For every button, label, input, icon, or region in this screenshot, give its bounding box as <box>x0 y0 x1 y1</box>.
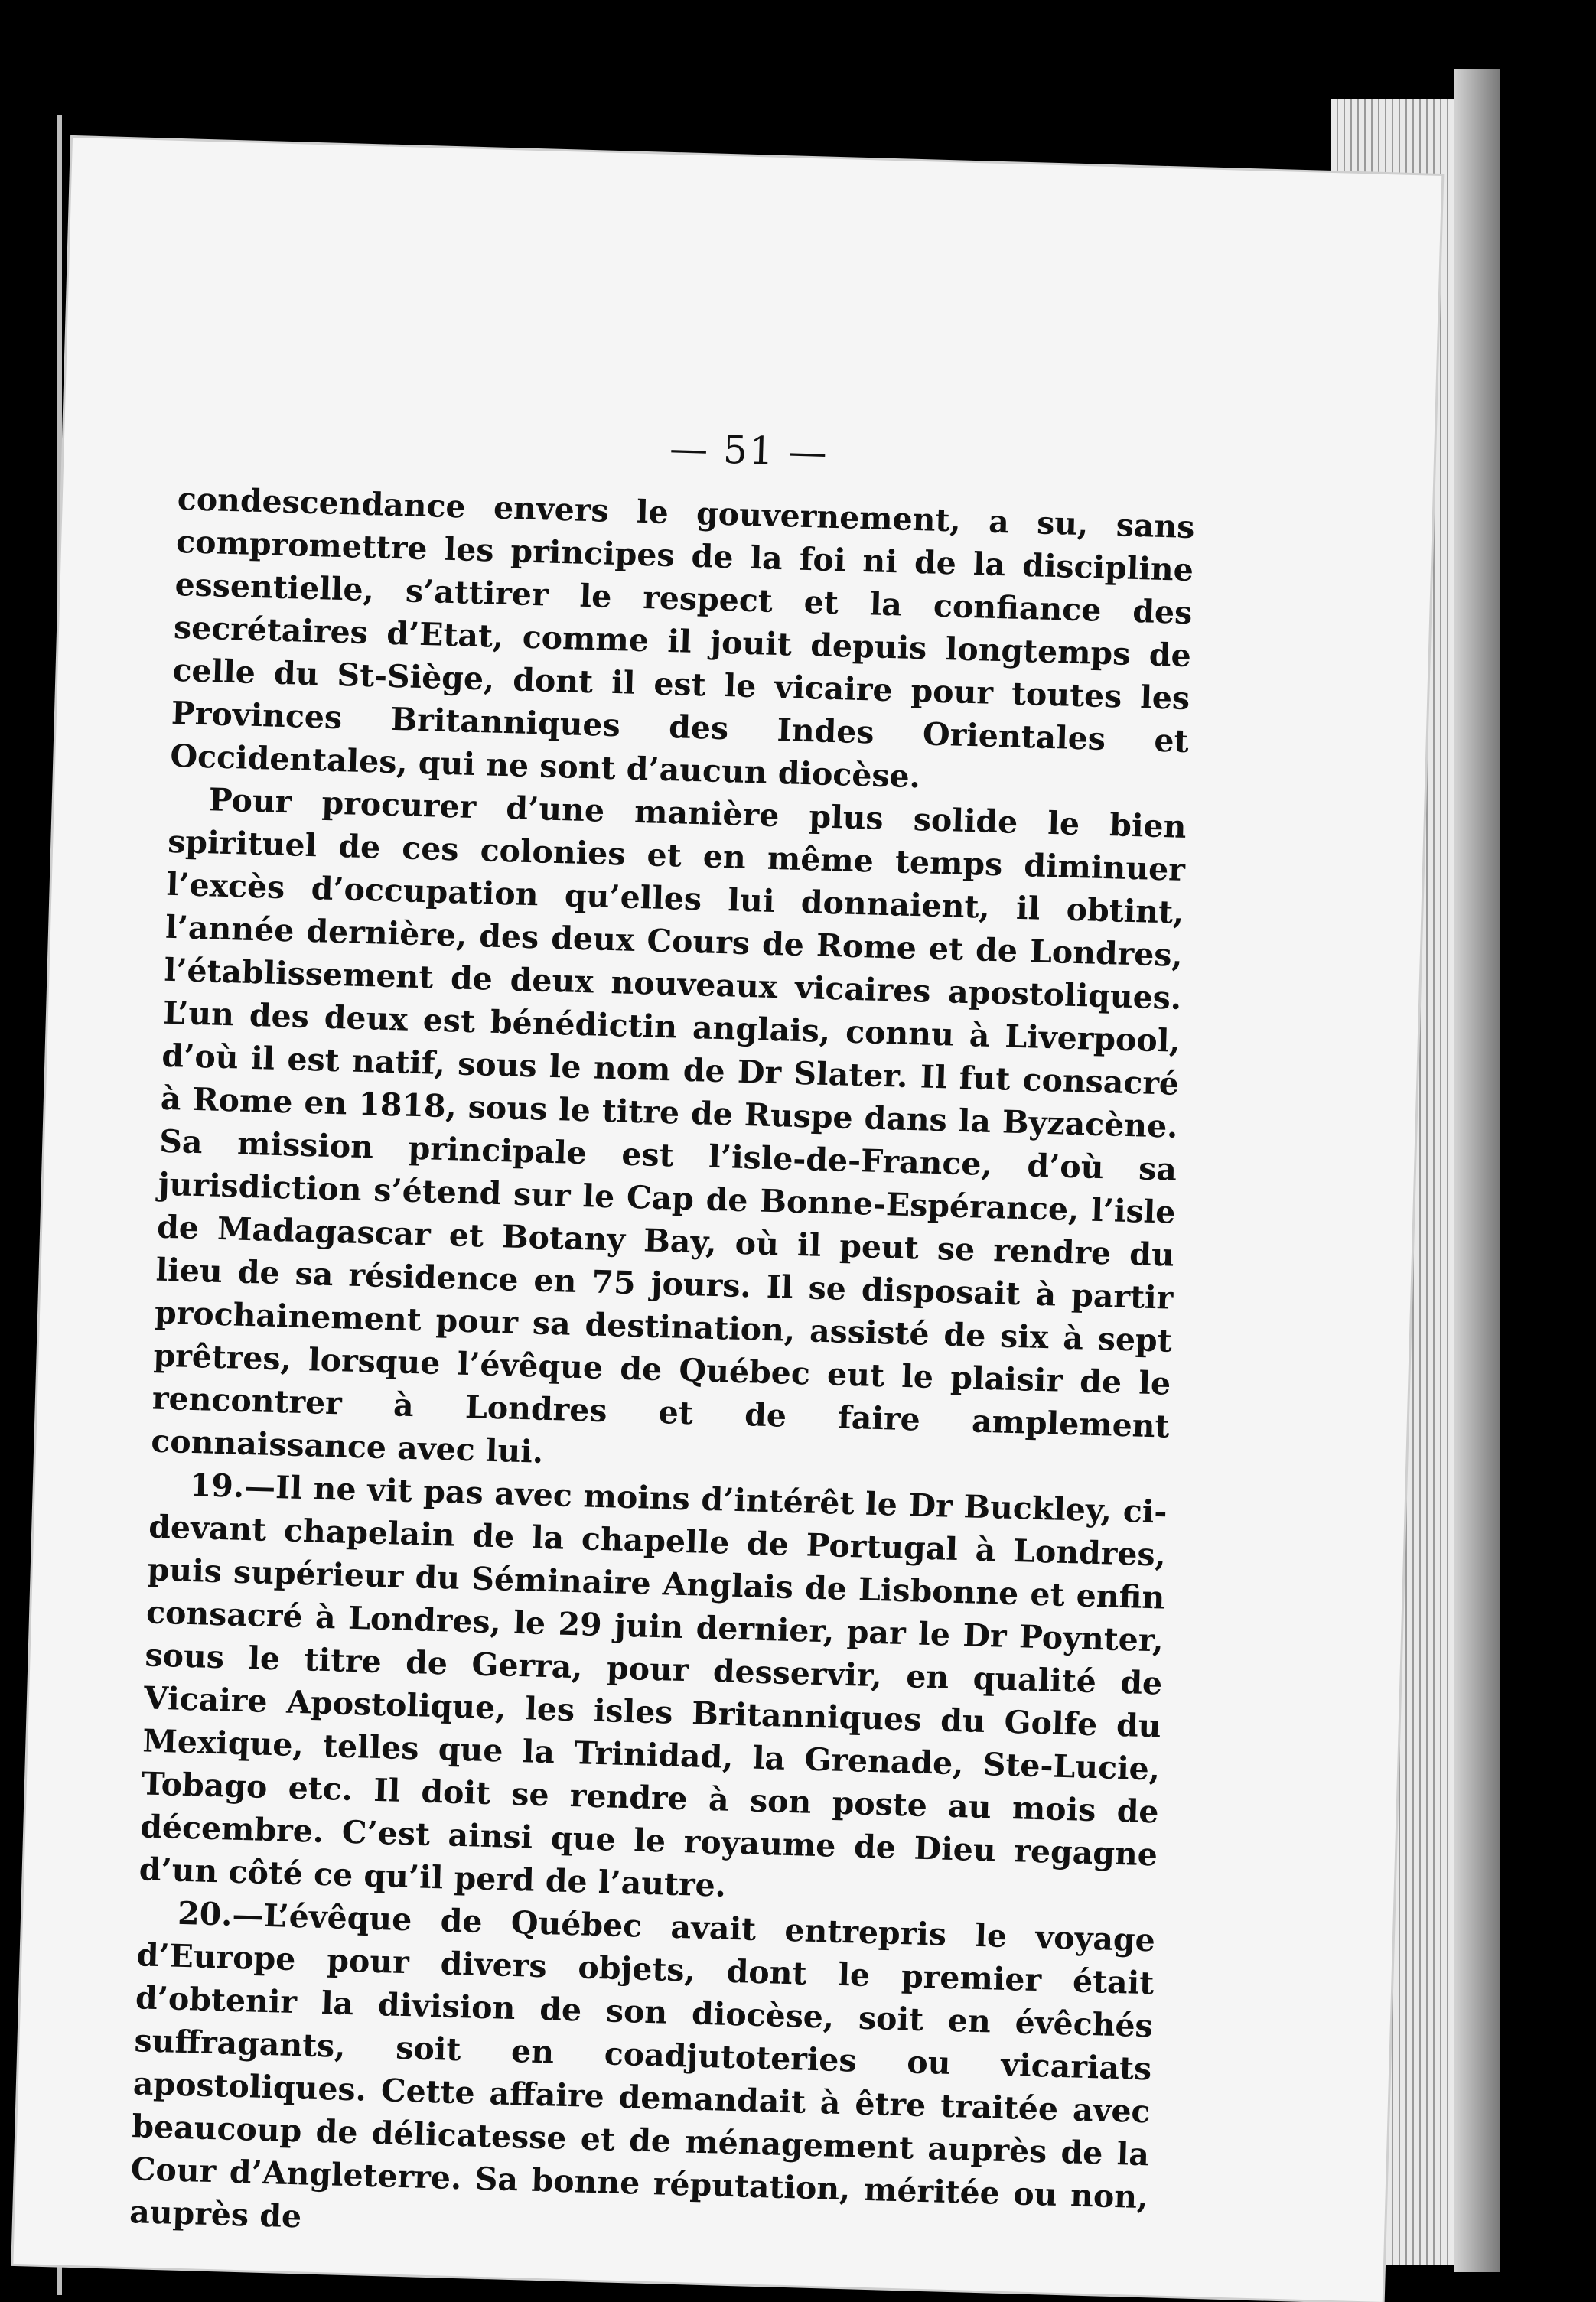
paragraph-3: 19.—Il ne vit pas avec moins d’intérêt le Dr Buckley, ci-devant chapelain de la chapelle de Portugal à Londres, puis supérieur du Séminaire Anglais de Lisbonne et enfin consacré à Londres, le 29 juin dernier, par le Dr Poynter, sous le titre de Gerra, pour desservir, en qualité de Vicaire Apostolique, les isles Britanniques du Golfe du Mexique, telles que la Trinidad, la Grenade, Ste-Lucie, Tobago etc. Il doit se rendre à son poste au mois de décembre. C’est ainsi que le royaume de Dieu regagne d’un côté ce qu’il perd de l’autre. <box>138 1466 1168 1904</box>
paragraph-1: condescendance envers le gouvernement, a su, sans compromettre les principes de la foi ni de la discipline essentielle, s’attirer le respect et la confiance des secrétaires d’Etat, comme il jouit depuis longtemps de celle du St-Siège, dont il est le vicaire pour toutes les Provinces Britanniques des Indes Orientales et Occidentales, qui ne sont d’aucun diocèse. <box>169 480 1196 796</box>
body-text <box>129 477 1196 2261</box>
page-number: — 51 — <box>669 425 829 475</box>
book-fore-edge <box>1454 69 1500 2272</box>
paragraph-2: Pour procurer d’une manière plus solide le bien spirituel de ces colonies et en même temps diminuer l’excès d’occupation qu’elles lui donnaient, il obtint, l’année dernière, des deux Cours de Rome et de Londres, l’établissement de deux nouveaux vicaires apostoliques. L’un des deux est bénédictin anglais, connu à Liverpool, d’où il est natif, sous le nom de Dr Slater. Il fut consacré à Rome en 1818, sous le titre de Ruspe dans la Byzacène. Sa mission principale est l’isle-de-France, d’où sa jurisdiction s’étend sur le Cap de Bonne-Espérance, l’isle de Madagascar et Botany Bay, où il peut se rendre du lieu de sa résidence en 75 jours. Il se disposait à partir prochainement pour sa destination, assisté de six à sept prêtres, lorsque l’évêque de Québec eut le plaisir de le rencontrer à Londres et de faire amplement connaissance avec lui. <box>150 781 1187 1470</box>
book-page <box>13 138 1441 2302</box>
paragraph-4: 20.—L’évêque de Québec avait entrepris le voyage d’Europe pour divers objets, dont le premier était d’obtenir la division de son diocèse, soit en évêchés suffragants, soit en coadjutoteries ou vicariats apostoliques. Cette affaire demandait à être traitée avec beaucoup de délicatesse et de ménagement auprès de la Cour d’Angleterre. Sa bonne réputation, méritée ou non, auprès de <box>129 1894 1156 2235</box>
